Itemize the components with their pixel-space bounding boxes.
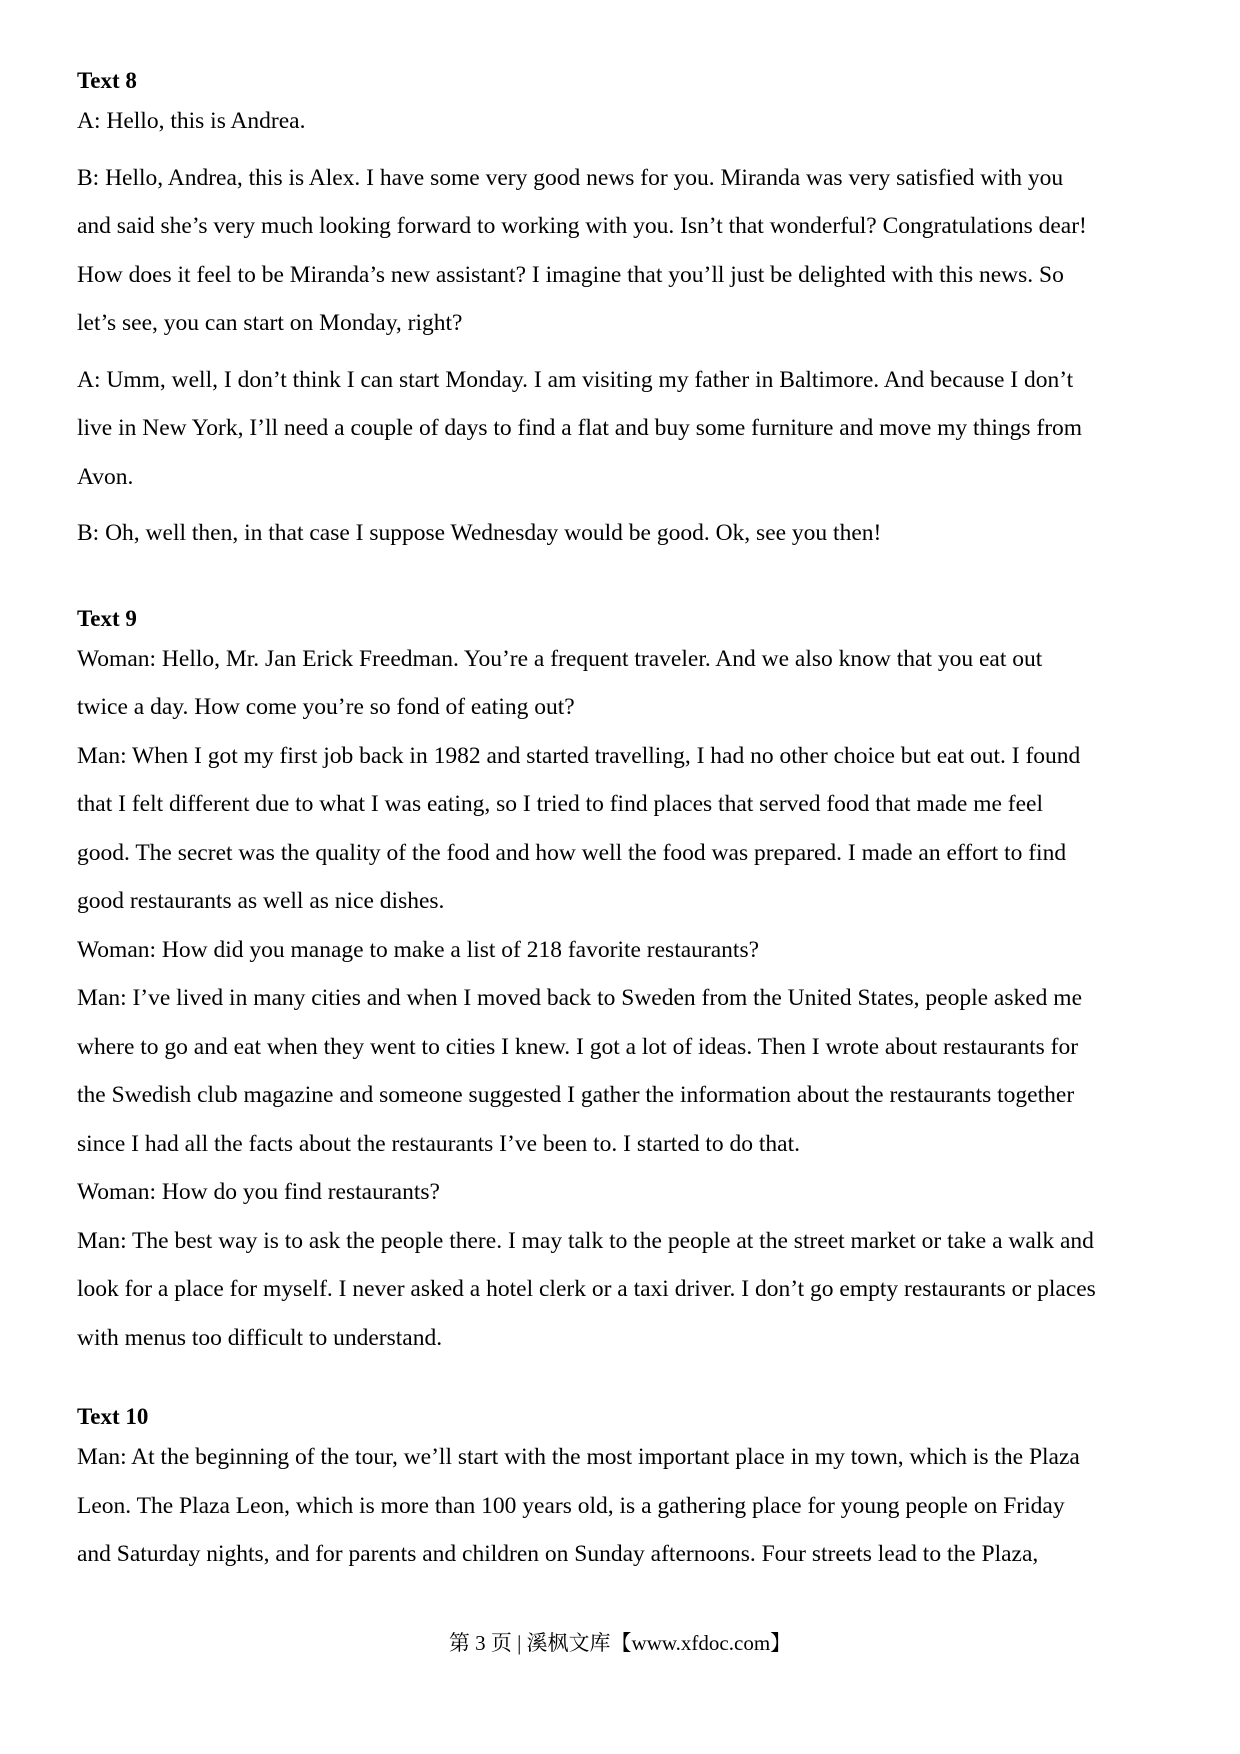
document-page	[77, 62, 1167, 1579]
text9-line-6: Man: The best way is to ask the people there. I may talk to the people at the street market or take a walk and look for a place for myself. I never asked a hotel clerk or a taxi driver. I don’t go empty restaurants or places with menus too difficult to understand.	[77, 1227, 1096, 1351]
section-spacer	[77, 558, 1167, 600]
text9-line-4: Man: I’ve lived in many cities and when I moved back to Sweden from the United States, people asked me where to go and eat when they went to cities I knew. I got a lot of ideas. Then I wrote about restaurants for the Swedish club magazine and someone suggested I gather the information about the restaurants together since I had all the facts about the restaurants I’ve been to. I started to do that.	[77, 985, 1083, 1157]
section-spacer	[77, 1362, 1167, 1398]
text8-line-4: B: Oh, well then, in that case I suppose Wednesday would be good. Ok, see you then!	[77, 520, 882, 546]
text9-line-3: Woman: How did you manage to make a list of 218 favorite restaurants?	[77, 936, 760, 963]
text8-line-2: B: Hello, Andrea, this is Alex. I have some very good news for you. Miranda was very satisfied with you and said she’s very much looking forward to working with you. Isn’t that wonderful? Congratulations dear! How does it feel to be Miranda’s new assistant? I imagine that you’ll just be delighted with this news. So let’s see, you can start on Monday, right?	[77, 164, 1087, 336]
text8-line-3: A: Umm, well, I don’t think I can start Monday. I am visiting my father in Baltimore. And because I don’t live in New York, I’ll need a couple of days to find a flat and buy some furniture and move my things from Avon.	[77, 366, 1083, 490]
text9-line-1: Woman: Hello, Mr. Jan Erick Freedman. You’re a frequent traveler. And we also know that you eat out twice a day. How come you’re so fond of eating out?	[77, 645, 1043, 720]
text10-line-1: Man: At the beginning of the tour, we’ll start with the most important place in my town, which is the Plaza Leon. The Plaza Leon, which is more than 100 years old, is a gathering place for young people on Friday and Saturday nights, and for parents and children on Sunday afternoons. Four streets lead to the Plaza,	[77, 1444, 1080, 1567]
text10-heading: Text 10	[77, 1404, 149, 1429]
page-footer: 第 3 页 | 溪枫文库【www.xfdoc.com】	[448, 1631, 792, 1655]
text8-heading: Text 8	[77, 68, 137, 93]
text9-line-2: Man: When I got my first job back in 1982 and started travelling, I had no other choice but eat out. I found that I felt different due to what I was eating, so I tried to find places that served food that made me feel good. The secret was the quality of the food and how well the food was prepared. I made an effort to find good restaurants as well as nice dishes.	[77, 742, 1081, 914]
text8-line-1: A: Hello, this is Andrea.	[77, 108, 306, 134]
text9-line-5: Woman: How do you find restaurants?	[77, 1179, 440, 1205]
text9-heading: Text 9	[77, 605, 137, 631]
